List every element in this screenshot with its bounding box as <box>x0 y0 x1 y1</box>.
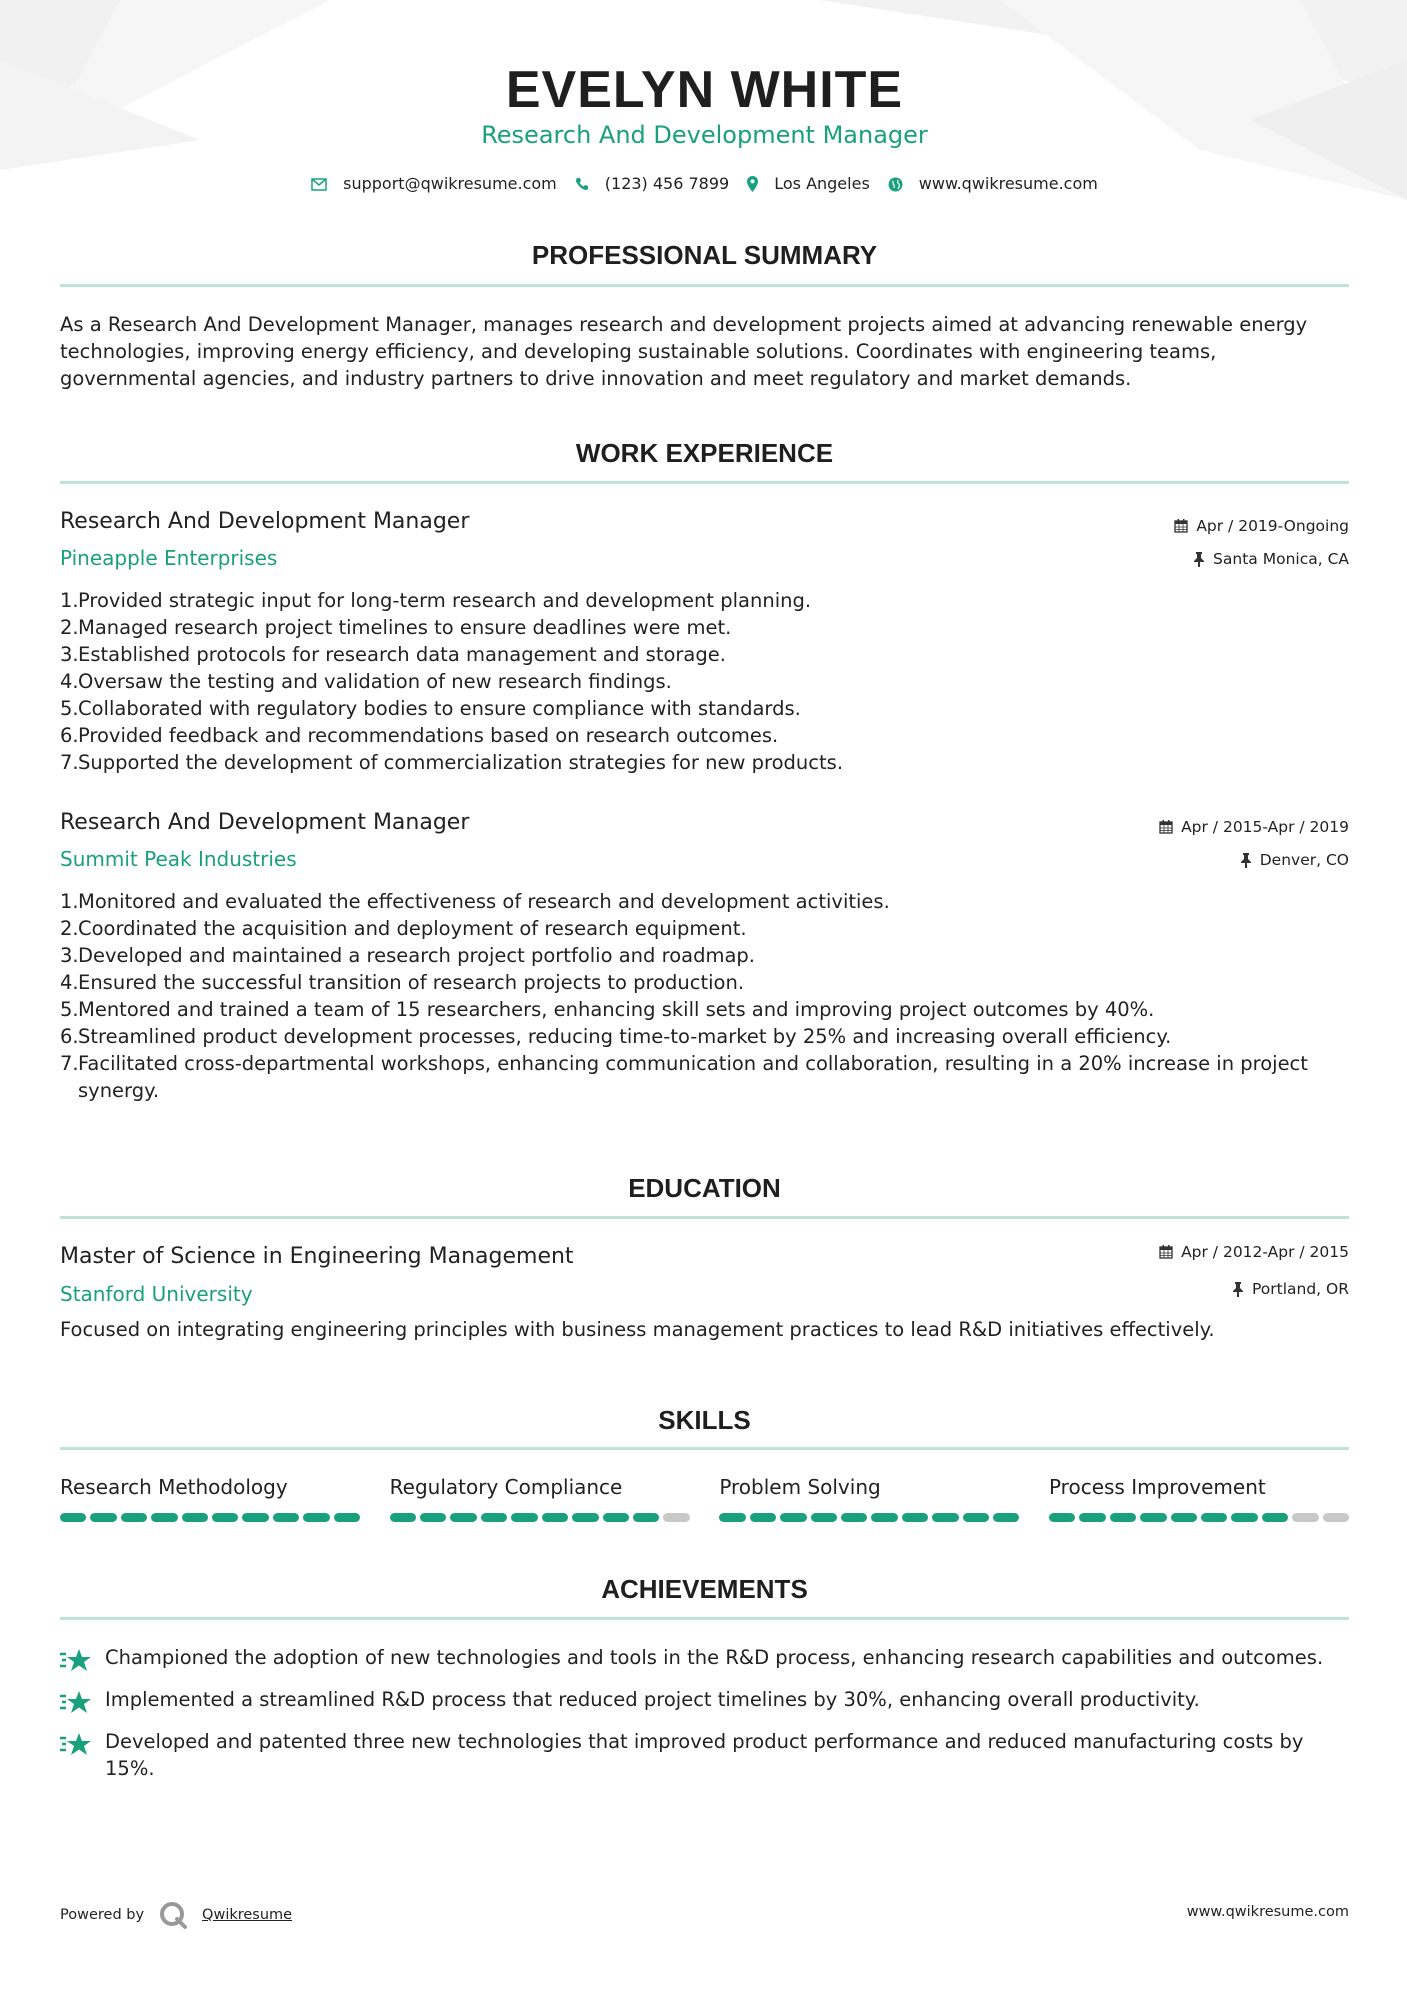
envelope-icon <box>311 178 327 191</box>
skill-level-bar <box>1049 1513 1349 1522</box>
list-item: 4. Oversaw the testing and validation of new research findings. <box>60 670 672 693</box>
skill-level-segment <box>1323 1513 1349 1522</box>
company-name: Pineapple Enterprises <box>60 546 278 570</box>
skill-level-segment <box>993 1513 1019 1522</box>
skill-level-segment <box>90 1513 116 1522</box>
footer-powered-by <box>60 1900 292 1930</box>
skill-level-segment <box>841 1513 867 1522</box>
pushpin-icon <box>1240 853 1252 868</box>
job-title: Research And Development Manager <box>60 509 470 534</box>
skill-name: Regulatory Compliance <box>389 1475 623 1499</box>
skill-level-segment <box>633 1513 659 1522</box>
list-item: 5. Mentored and trained a team of 15 researchers, enhancing skill sets and improving project outcomes by 40%. <box>60 998 1155 1021</box>
skill-level-segment <box>212 1513 238 1522</box>
qwikresume-logo-icon <box>158 1900 188 1930</box>
skill-level-segment <box>511 1513 537 1522</box>
list-item: 5. Collaborated with regulatory bodies to ensure compliance with standards. <box>60 697 801 720</box>
skill-level-segment <box>719 1513 745 1522</box>
skill-level-bar <box>390 1513 690 1522</box>
skill-level-segment <box>1049 1513 1075 1522</box>
skill-level-segment <box>450 1513 476 1522</box>
calendar-icon <box>1159 820 1173 834</box>
skill-level-segment <box>420 1513 446 1522</box>
achievements-list <box>60 1644 1349 1797</box>
skill-level-segment <box>1262 1513 1288 1522</box>
education-description: Focused on integrating engineering principles with business management practices to lead R&D initiatives effectively. <box>60 1318 1215 1341</box>
skill-level-segment <box>273 1513 299 1522</box>
skill-level-segment <box>542 1513 568 1522</box>
school-name: Stanford University <box>60 1282 253 1306</box>
list-item: 6. Provided feedback and recommendations based on research outcomes. <box>60 724 779 747</box>
skill-level-segment <box>481 1513 507 1522</box>
star-badge-icon <box>60 1690 94 1714</box>
skill-item <box>60 1473 360 1522</box>
contact-location <box>747 172 870 196</box>
summary-text: As a Research And Development Manager, manages research and development projects aimed at advancing renewable energy technologies, improving energy efficiency, and developing sustainable solutions. Coordinates with engineering teams, governmental agencies, and industry partners to drive innovation and meet regulatory and market demands. <box>60 313 1308 390</box>
skills-list <box>60 1473 1349 1522</box>
star-badge-icon <box>60 1648 94 1672</box>
skills-divider <box>60 1447 1349 1450</box>
skill-level-segment <box>1171 1513 1197 1522</box>
education-location-text: Portland, OR <box>1251 1280 1349 1298</box>
job-location-text: Santa Monica, CA <box>1213 550 1349 568</box>
skill-level-segment <box>932 1513 958 1522</box>
skill-level-segment <box>334 1513 360 1522</box>
list-item: 6. Streamlined product development processes, reducing time-to-market by 25% and increasing overall efficiency. <box>60 1025 1172 1048</box>
contact-bar <box>60 172 1349 196</box>
skill-level-segment <box>1140 1513 1166 1522</box>
powered-by-label: Powered by <box>60 1907 145 1923</box>
skill-level-segment <box>902 1513 928 1522</box>
candidate-title: Research And Development Manager <box>481 121 928 149</box>
skill-level-segment <box>151 1513 177 1522</box>
skill-level-segment <box>1231 1513 1257 1522</box>
footer-website[interactable]: www.qwikresume.com <box>1186 1904 1349 1920</box>
list-item: 2. Managed research project timelines to ensure deadlines were met. <box>60 616 732 639</box>
candidate-name: EVELYN WHITE <box>505 61 904 119</box>
contact-phone-text: (123) 456 7899 <box>604 174 730 193</box>
achievements-divider <box>60 1617 1349 1620</box>
skill-level-segment <box>780 1513 806 1522</box>
job-title: Research And Development Manager <box>60 810 470 835</box>
education-heading: EDUCATION <box>628 1173 781 1203</box>
experience-heading: WORK EXPERIENCE <box>575 438 834 468</box>
contact-phone[interactable] <box>575 172 729 196</box>
job-location <box>1240 849 1349 871</box>
contact-website-text: www.qwikresume.com <box>918 174 1098 193</box>
contact-email-text: support@qwikresume.com <box>343 174 557 193</box>
job-responsibilities <box>60 587 1349 776</box>
education-location <box>1232 1278 1349 1300</box>
contact-website[interactable] <box>888 172 1098 196</box>
education-divider <box>60 1216 1349 1219</box>
phone-icon <box>575 177 589 191</box>
skill-name: Process Improvement <box>1048 1475 1266 1499</box>
summary-divider <box>60 284 1349 287</box>
qwikresume-link[interactable]: Qwikresume <box>202 1907 293 1923</box>
list-item: 7. Supported the development of commercialization strategies for new products. <box>60 751 844 774</box>
job-dates <box>1174 515 1349 537</box>
skill-level-segment <box>1201 1513 1227 1522</box>
company-name: Summit Peak Industries <box>60 847 297 871</box>
skill-level-segment <box>242 1513 268 1522</box>
education-dates <box>1159 1241 1349 1263</box>
contact-location-text: Los Angeles <box>774 174 870 193</box>
skill-level-segment <box>750 1513 776 1522</box>
education-dates-text: Apr / 2012-Apr / 2015 <box>1181 1243 1349 1261</box>
skill-level-segment <box>963 1513 989 1522</box>
contact-email[interactable] <box>311 172 557 196</box>
skill-level-segment <box>390 1513 416 1522</box>
skill-level-segment <box>572 1513 598 1522</box>
map-pin-icon <box>747 176 758 192</box>
job-location-text: Denver, CO <box>1259 851 1349 869</box>
skill-level-segment <box>121 1513 147 1522</box>
skill-name: Problem Solving <box>719 1475 881 1499</box>
skill-item <box>719 1473 1019 1522</box>
skill-level-bar <box>719 1513 1019 1522</box>
skill-level-segment <box>182 1513 208 1522</box>
achievement-item: Championed the adoption of new technologies and tools in the R&D process, enhancing research capabilities and outcomes. <box>60 1644 1349 1671</box>
skill-level-segment <box>1110 1513 1136 1522</box>
skill-level-bar <box>60 1513 360 1522</box>
skill-level-segment <box>60 1513 86 1522</box>
summary-heading: PROFESSIONAL SUMMARY <box>531 240 878 270</box>
job-location <box>1193 548 1349 570</box>
job-dates-text: Apr / 2019-Ongoing <box>1196 517 1349 535</box>
skill-item <box>1049 1473 1349 1522</box>
achievement-item: Implemented a streamlined R&D process that reduced project timelines by 30%, enhancing overall productivity. <box>60 1686 1349 1713</box>
list-item: 4. Ensured the successful transition of research projects to production. <box>60 971 745 994</box>
achievement-item: Developed and patented three new technologies that improved product performance and reduced manufacturing costs by 15%. <box>60 1728 1349 1782</box>
job-dates-text: Apr / 2015-Apr / 2019 <box>1181 818 1349 836</box>
list-item: 1. Provided strategic input for long-term research and development planning. <box>60 589 812 612</box>
list-item: 1. Monitored and evaluated the effectiveness of research and development activities. <box>60 890 890 913</box>
list-item: 3. Developed and maintained a research project portfolio and roadmap. <box>60 944 755 967</box>
achievements-heading: ACHIEVEMENTS <box>601 1574 808 1604</box>
skill-level-segment <box>663 1513 689 1522</box>
degree-title: Master of Science in Engineering Management <box>60 1244 574 1269</box>
list-item: 3. Established protocols for research data management and storage. <box>60 643 726 666</box>
globe-icon <box>888 177 903 192</box>
skill-name: Research Methodology <box>60 1475 288 1499</box>
star-badge-icon <box>60 1732 94 1756</box>
list-item: 2. Coordinated the acquisition and deployment of research equipment. <box>60 917 747 940</box>
skill-level-segment <box>1079 1513 1105 1522</box>
list-item: 7. Facilitated cross-departmental workshops, enhancing communication and collaboration, resulting in a 20% increase in project synergy. <box>60 1052 1308 1102</box>
calendar-icon <box>1174 519 1188 533</box>
experience-divider <box>60 481 1349 484</box>
skill-level-segment <box>871 1513 897 1522</box>
calendar-icon <box>1159 1245 1173 1259</box>
skill-item <box>390 1473 690 1522</box>
skill-level-segment <box>811 1513 837 1522</box>
skill-level-segment <box>603 1513 629 1522</box>
pushpin-icon <box>1193 552 1205 567</box>
skill-level-segment <box>303 1513 329 1522</box>
job-responsibilities <box>60 888 1349 1104</box>
pushpin-icon <box>1232 1282 1244 1297</box>
skill-level-segment <box>1292 1513 1318 1522</box>
skills-heading: SKILLS <box>658 1405 751 1435</box>
job-dates <box>1159 816 1349 838</box>
